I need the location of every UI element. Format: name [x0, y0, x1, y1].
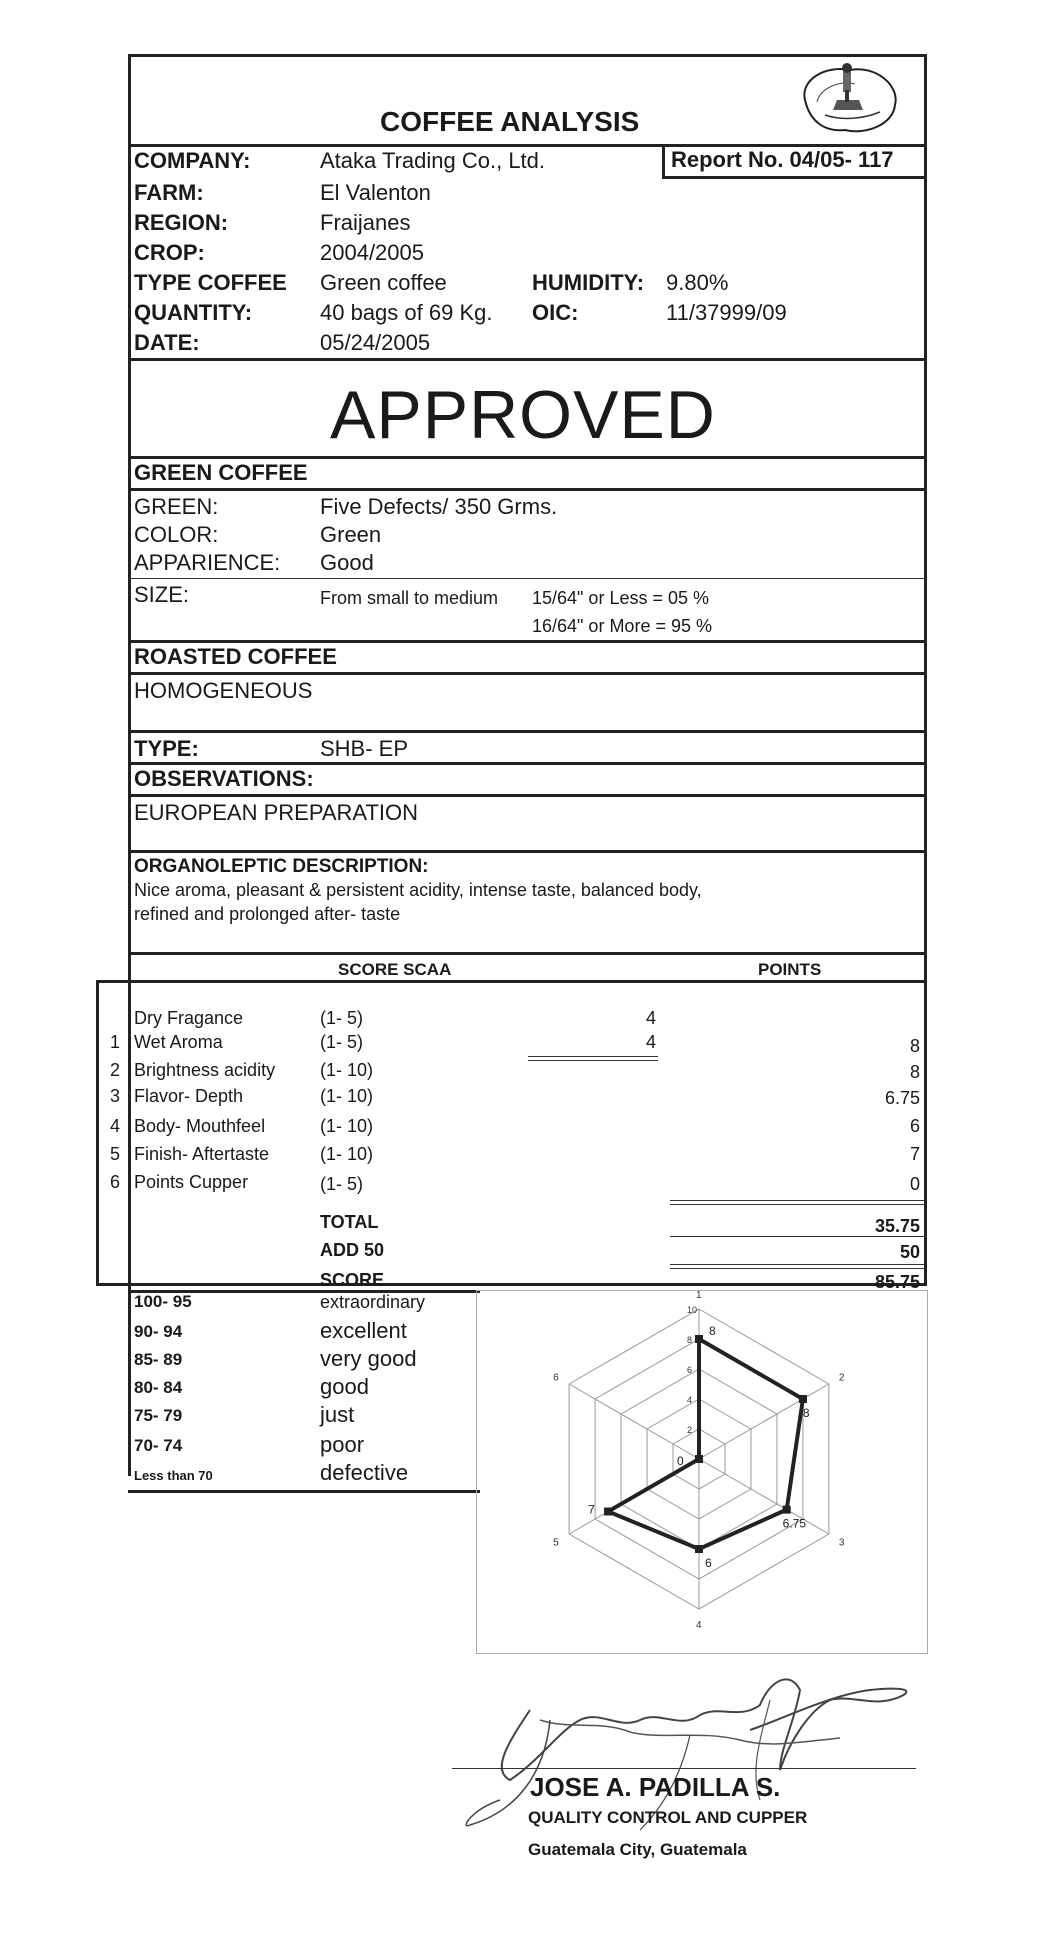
radar-data-label: 6	[705, 1556, 712, 1570]
score-points: 7	[909, 1144, 920, 1164]
observations-value: EUROPEAN PREPARATION	[134, 800, 419, 825]
score-scaa-header: SCORE SCAA	[338, 960, 452, 979]
score-double-line-1	[670, 1264, 924, 1265]
radar-tick-label: 4	[687, 1395, 693, 1405]
score-points: 0	[909, 1174, 920, 1194]
roasted-divider	[128, 730, 927, 733]
info-divider	[128, 358, 927, 361]
company-value: Ataka Trading Co., Ltd.	[320, 148, 546, 173]
quantity-label: QUANTITY:	[134, 300, 253, 325]
add-value: 50	[899, 1242, 920, 1262]
company-label: COMPANY:	[134, 148, 251, 173]
radar-axis-label: 2	[838, 1372, 845, 1384]
radar-series-line	[608, 1339, 803, 1549]
color-value: Green	[320, 522, 382, 547]
radar-axis-label: 4	[696, 1620, 702, 1631]
farm-value: El Valenton	[320, 180, 431, 205]
color-label: COLOR:	[134, 522, 219, 547]
signer-name: JOSE A. PADILLA S.	[530, 1772, 781, 1802]
score-range: (1- 5)	[320, 1008, 364, 1028]
frame-top	[128, 54, 927, 57]
score-bracket-bottom	[96, 1283, 927, 1286]
radar-tick-label: 6	[687, 1365, 693, 1375]
radar-data-point	[695, 1335, 703, 1343]
green-coffee-heading: GREEN COFFEE	[134, 460, 308, 485]
score-name: Brightness acidity	[134, 1060, 276, 1080]
score-range: (1- 10)	[320, 1144, 374, 1164]
radar-axis-label: 6	[553, 1372, 559, 1384]
score-bracket-left	[96, 980, 99, 1283]
region-label: REGION:	[134, 210, 229, 235]
total-underline	[670, 1236, 924, 1237]
crop-label: CROP:	[134, 240, 205, 265]
organoleptic-divider	[128, 952, 927, 955]
radar-chart-frame	[476, 1290, 928, 1654]
score-range: (1- 10)	[320, 1116, 374, 1136]
score-range: (1- 5)	[320, 1174, 364, 1194]
score-num: 3	[109, 1086, 120, 1106]
green-heading-divider	[128, 488, 927, 491]
farm-label: FARM:	[134, 180, 204, 205]
score-sub: 4	[645, 1008, 656, 1028]
size-more: 16/64" or More = 95 %	[532, 616, 712, 636]
radar-data-label: 7	[588, 1502, 595, 1517]
radar-data-point	[783, 1506, 791, 1514]
date-label: DATE:	[134, 330, 200, 355]
appearance-divider	[128, 578, 924, 579]
size-divider	[128, 640, 927, 643]
report-number-box	[662, 144, 927, 179]
scale-desc: just	[320, 1402, 355, 1427]
radar-data-point	[695, 1545, 703, 1553]
score-name: Body- Mouthfeel	[134, 1116, 266, 1136]
sub-double-line-2	[528, 1060, 658, 1061]
scale-range: 85- 89	[134, 1350, 183, 1369]
frame-left	[128, 54, 131, 1476]
signer-title: QUALITY CONTROL AND CUPPER	[528, 1808, 808, 1827]
radar-axis-label: 5	[553, 1537, 559, 1549]
size-label: SIZE:	[134, 582, 190, 607]
score-name: Dry Fragance	[134, 1008, 244, 1028]
oic-value: 11/37999/09	[666, 300, 787, 325]
humidity-label: HUMIDITY:	[532, 270, 645, 295]
radar-tick-label: 2	[687, 1425, 693, 1435]
organoleptic-heading: ORGANOLEPTIC DESCRIPTION:	[134, 856, 429, 877]
scale-desc: very good	[320, 1346, 417, 1371]
total-double-line-2	[670, 1204, 924, 1205]
score-name: Wet Aroma	[134, 1032, 223, 1052]
oic-label: OIC:	[532, 300, 579, 325]
microscope-logo-icon	[795, 60, 905, 140]
type-label: TYPE:	[134, 736, 199, 761]
total-double-line-1	[670, 1200, 924, 1201]
scale-range: 75- 79	[134, 1406, 183, 1425]
organoleptic-line-1: Nice aroma, pleasant & persistent acidity, intense taste, balanced body,	[134, 880, 702, 900]
roasted-value: HOMOGENEOUS	[134, 678, 313, 703]
score-num: 2	[109, 1060, 120, 1080]
sub-double-line-1	[528, 1056, 658, 1057]
radar-axis-label: 3	[838, 1537, 845, 1549]
size-value: From small to medium	[320, 588, 499, 608]
radar-axis-label: 1	[696, 1291, 702, 1301]
scale-range: 80- 84	[134, 1378, 183, 1397]
date-value: 05/24/2005	[320, 330, 431, 355]
observations-divider	[128, 850, 927, 853]
type-divider	[128, 762, 927, 765]
roasted-heading-divider	[128, 672, 927, 675]
appearance-value: Good	[320, 550, 374, 575]
points-header: POINTS	[758, 960, 822, 979]
radar-data-point	[604, 1508, 612, 1516]
total-label: TOTAL	[320, 1212, 379, 1232]
approved-divider	[128, 456, 927, 459]
document-title: COFFEE ANALYSIS	[380, 106, 640, 137]
score-label: SCORE	[320, 1270, 385, 1290]
green-label: GREEN:	[134, 494, 219, 519]
radar-data-label: 8	[709, 1324, 716, 1338]
score-num: 4	[109, 1116, 120, 1136]
score-sub: 4	[645, 1032, 656, 1052]
score-range: (1- 10)	[320, 1060, 374, 1080]
roasted-heading: ROASTED COFFEE	[134, 644, 337, 669]
signer-city: Guatemala City, Guatemala	[528, 1840, 747, 1859]
region-value: Fraijanes	[320, 210, 411, 235]
type-coffee-value: Green coffee	[320, 270, 447, 295]
radar-data-label: 6.75	[782, 1516, 807, 1531]
score-points: 8	[909, 1036, 920, 1056]
type-value: SHB- EP	[320, 736, 409, 761]
scale-desc: good	[320, 1374, 369, 1399]
score-num: 1	[109, 1032, 120, 1052]
appearance-label: APPARIENCE:	[134, 550, 281, 575]
radar-chart	[477, 1291, 927, 1653]
score-points: 6.75	[884, 1088, 920, 1108]
radar-spoke	[699, 1384, 829, 1459]
scale-desc: extraordinary	[320, 1292, 426, 1312]
type-coffee-label: TYPE COFFEE	[134, 270, 287, 295]
add-label: ADD 50	[320, 1240, 385, 1260]
quantity-value: 40 bags of 69 Kg.	[320, 300, 493, 325]
score-range: (1- 10)	[320, 1086, 374, 1106]
score-value: 85.75	[874, 1272, 920, 1292]
frame-right	[924, 54, 927, 1286]
approved-stamp: APPROVED	[330, 377, 716, 453]
organoleptic-line-2: refined and prolonged after- taste	[134, 904, 401, 924]
observations-heading-divider	[128, 794, 927, 797]
humidity-value: 9.80%	[666, 270, 729, 295]
score-num: 6	[109, 1172, 120, 1192]
scale-desc: poor	[320, 1432, 365, 1457]
scale-range: 100- 95	[134, 1292, 192, 1311]
observations-heading: OBSERVATIONS:	[134, 766, 314, 791]
scale-range: 90- 94	[134, 1322, 183, 1341]
scale-desc: defective	[320, 1460, 409, 1485]
score-num: 5	[109, 1144, 120, 1164]
score-points: 8	[909, 1062, 920, 1082]
radar-spoke	[569, 1384, 699, 1459]
signature-line	[452, 1768, 916, 1769]
radar-tick-label: 10	[687, 1305, 698, 1315]
scale-range: Less than 70	[134, 1468, 213, 1483]
scale-bottom-line	[128, 1490, 480, 1493]
scale-range: 70- 74	[134, 1436, 183, 1455]
score-points: 6	[909, 1116, 920, 1136]
report-number: Report No. 04/05- 117	[671, 147, 894, 172]
crop-value: 2004/2005	[320, 240, 424, 265]
radar-spoke	[699, 1459, 829, 1534]
radar-tick-label: 8	[687, 1335, 693, 1345]
score-header-divider	[96, 980, 927, 983]
scale-desc: excellent	[320, 1318, 407, 1343]
score-name: Flavor- Depth	[134, 1086, 244, 1106]
radar-data-label: 8	[802, 1406, 810, 1420]
score-range: (1- 5)	[320, 1032, 364, 1052]
total-value: 35.75	[874, 1216, 920, 1236]
score-name: Finish- Aftertaste	[134, 1144, 270, 1164]
size-less: 15/64" or Less = 05 %	[532, 588, 710, 608]
radar-data-point	[695, 1455, 703, 1463]
green-value: Five Defects/ 350 Grms.	[320, 494, 558, 519]
radar-data-point	[799, 1395, 807, 1403]
score-name: Points Cupper	[134, 1172, 249, 1192]
radar-data-label: 0	[677, 1454, 684, 1468]
score-double-line-2	[670, 1268, 924, 1269]
